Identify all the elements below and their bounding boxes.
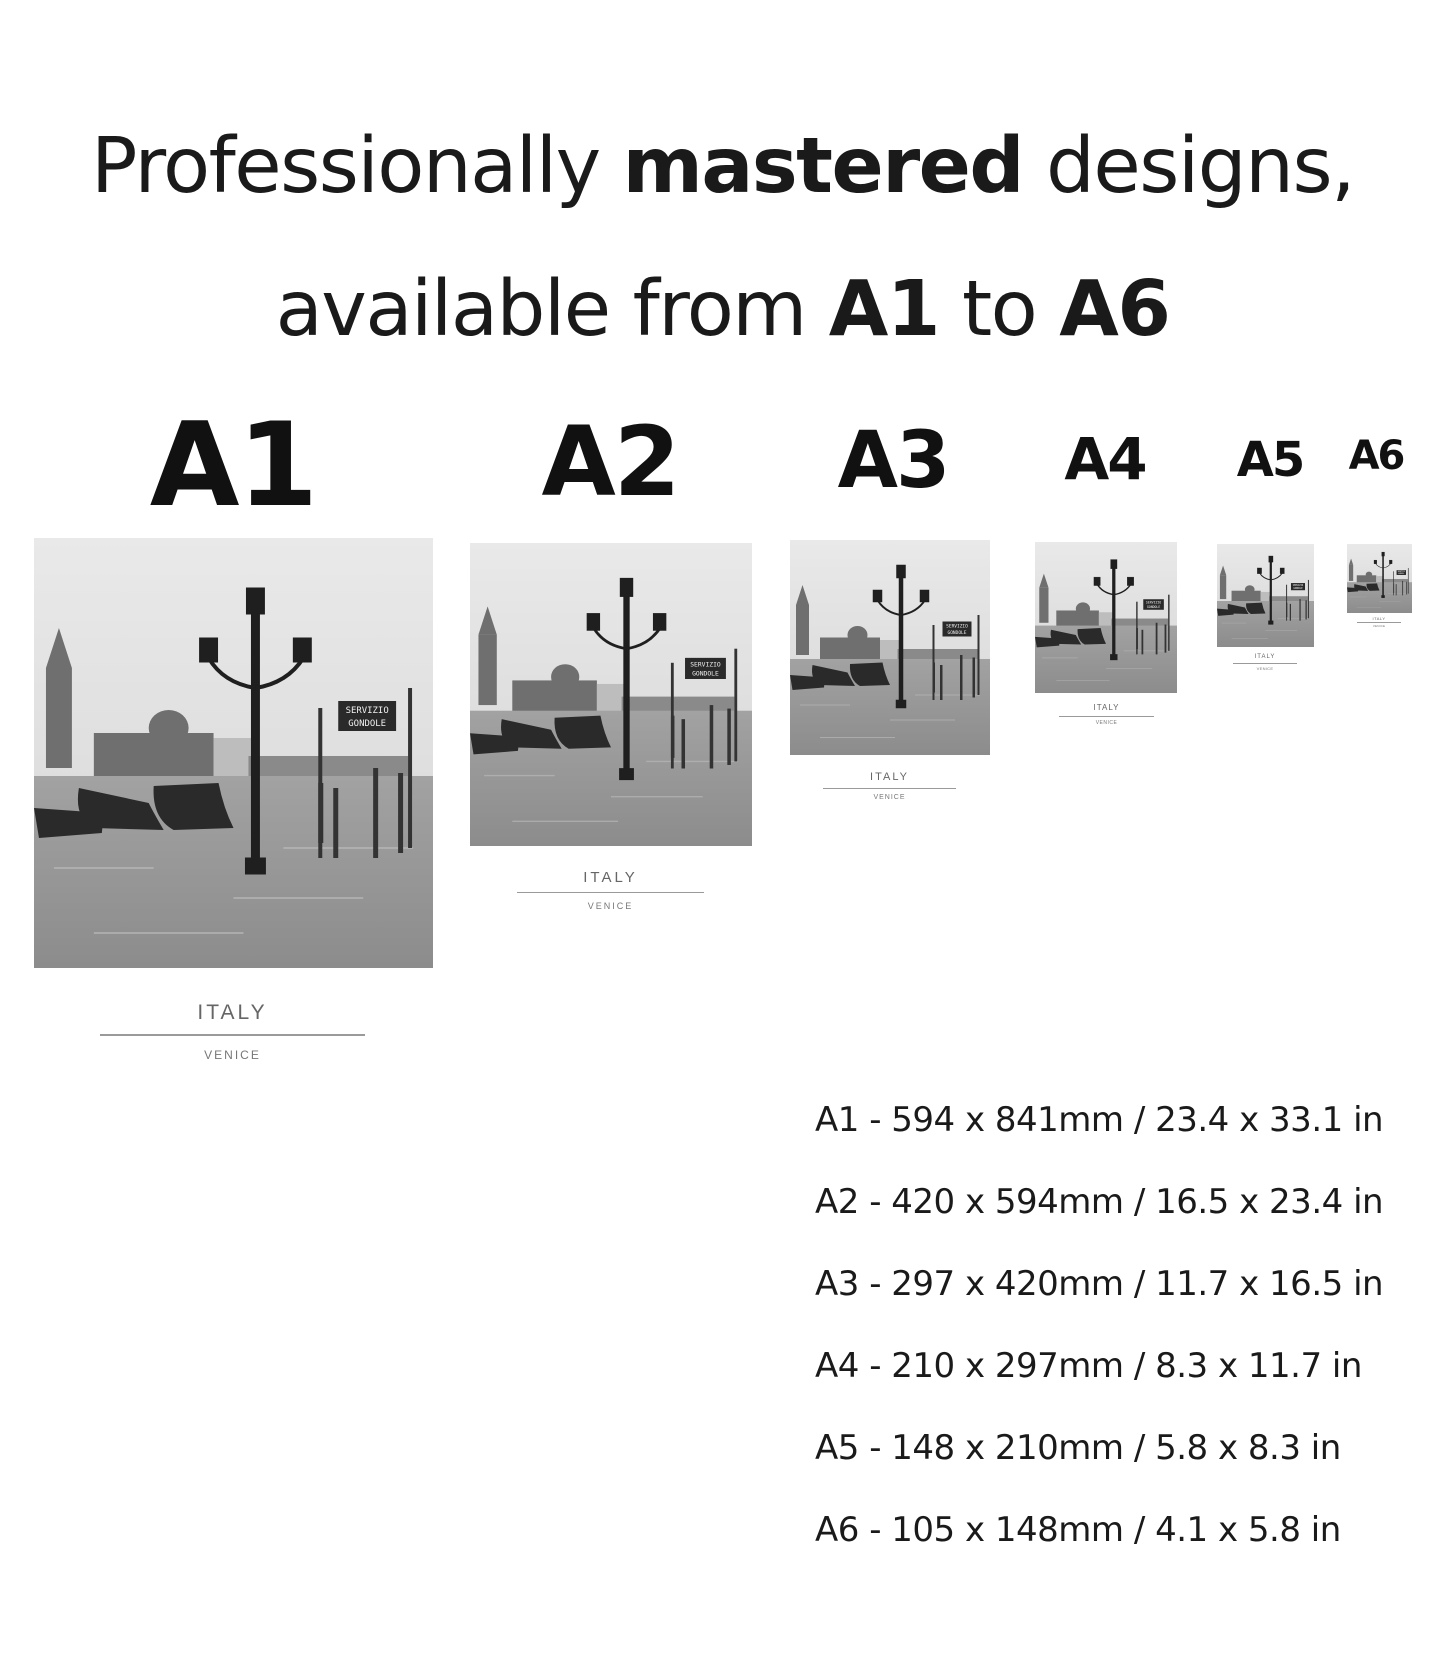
svg-text:SERVIZIO: SERVIZIO	[690, 661, 721, 669]
size-spec-a4: A4 - 210 x 297mm / 8.3 x 11.7 in	[815, 1346, 1362, 1386]
venice-photo	[790, 540, 990, 755]
caption-city: ITALY	[1093, 703, 1120, 712]
headline-emphasis: mastered	[622, 122, 1024, 211]
caption-place: VENICE	[587, 901, 634, 911]
size-specifications	[815, 1095, 1435, 1587]
size-spec-a6: A6 - 105 x 148mm / 4.1 x 5.8 in	[815, 1510, 1341, 1550]
headline-emphasis: A1	[828, 265, 939, 354]
headline-line-2	[0, 238, 1445, 381]
caption-city: ITALY	[1254, 654, 1276, 660]
caption-place: VENICE	[204, 1048, 261, 1062]
svg-text:SERVIZIO: SERVIZIO	[345, 705, 389, 717]
caption-a4	[1059, 703, 1154, 726]
headline-emphasis: A6	[1059, 265, 1170, 354]
headline	[0, 95, 1445, 381]
caption-city: ITALY	[1372, 616, 1386, 621]
size-spec-a2: A2 - 420 x 594mm / 16.5 x 23.4 in	[815, 1182, 1384, 1222]
size-spec-a3: A3 - 297 x 420mm / 11.7 x 16.5 in	[815, 1264, 1384, 1304]
caption-a3	[823, 770, 956, 801]
poster-photo-a1	[34, 538, 433, 968]
svg-text:SERVIZIO: SERVIZIO	[1145, 600, 1162, 605]
size-spec-a5: A5 - 148 x 210mm / 5.8 x 8.3 in	[815, 1428, 1341, 1468]
size-label-a5: A5	[1236, 432, 1304, 488]
caption-place: VENICE	[873, 794, 906, 801]
svg-text:GONDOLE: GONDOLE	[947, 631, 967, 636]
caption-place: VENICE	[1095, 720, 1118, 726]
headline-text: designs,	[1023, 122, 1355, 211]
caption-city: ITALY	[197, 1001, 268, 1024]
venice-photo	[34, 538, 433, 968]
svg-text:GONDOLE: GONDOLE	[1293, 587, 1303, 591]
headline-text: to	[938, 265, 1060, 354]
size-label-a6: A6	[1348, 433, 1404, 479]
venice-photo	[1217, 544, 1314, 647]
caption-divider	[1357, 622, 1401, 623]
svg-text:GONDOLE: GONDOLE	[692, 670, 719, 678]
poster-photo-a6	[1347, 544, 1412, 613]
svg-text:GONDOLE: GONDOLE	[1398, 574, 1405, 576]
svg-text:GONDOLE: GONDOLE	[1146, 605, 1161, 610]
headline-text: available from	[275, 265, 829, 354]
venice-photo	[1035, 542, 1177, 693]
svg-text:SERVIZIO: SERVIZIO	[1292, 583, 1304, 587]
venice-photo	[1347, 544, 1412, 613]
caption-a5	[1233, 654, 1297, 671]
poster-photo-a5	[1217, 544, 1314, 647]
caption-divider	[517, 892, 704, 893]
poster-photo-a3	[790, 540, 990, 755]
caption-place: VENICE	[1372, 624, 1386, 628]
caption-place: VENICE	[1256, 666, 1274, 671]
size-label-a4: A4	[1064, 425, 1146, 493]
size-spec-a1: A1 - 594 x 841mm / 23.4 x 33.1 in	[815, 1100, 1384, 1140]
poster-photo-a2	[470, 543, 752, 846]
caption-divider	[823, 788, 956, 789]
caption-a6	[1357, 616, 1401, 628]
svg-text:GONDOLE: GONDOLE	[348, 718, 387, 730]
caption-divider	[100, 1034, 365, 1036]
size-label-a2: A2	[541, 406, 679, 518]
poster-photo-a4	[1035, 542, 1177, 693]
caption-divider	[1059, 716, 1154, 717]
caption-city: ITALY	[583, 869, 638, 886]
caption-city: ITALY	[870, 771, 909, 783]
svg-text:SERVIZIO: SERVIZIO	[1397, 572, 1405, 574]
caption-a1	[100, 1000, 365, 1062]
venice-photo	[470, 543, 752, 846]
headline-text: Professionally	[90, 122, 623, 211]
size-label-a3: A3	[837, 416, 949, 506]
svg-text:SERVIZIO: SERVIZIO	[946, 624, 968, 630]
caption-a2	[517, 868, 704, 911]
size-label-a1: A1	[149, 398, 317, 533]
headline-line-1	[0, 95, 1445, 238]
caption-divider	[1233, 663, 1297, 664]
